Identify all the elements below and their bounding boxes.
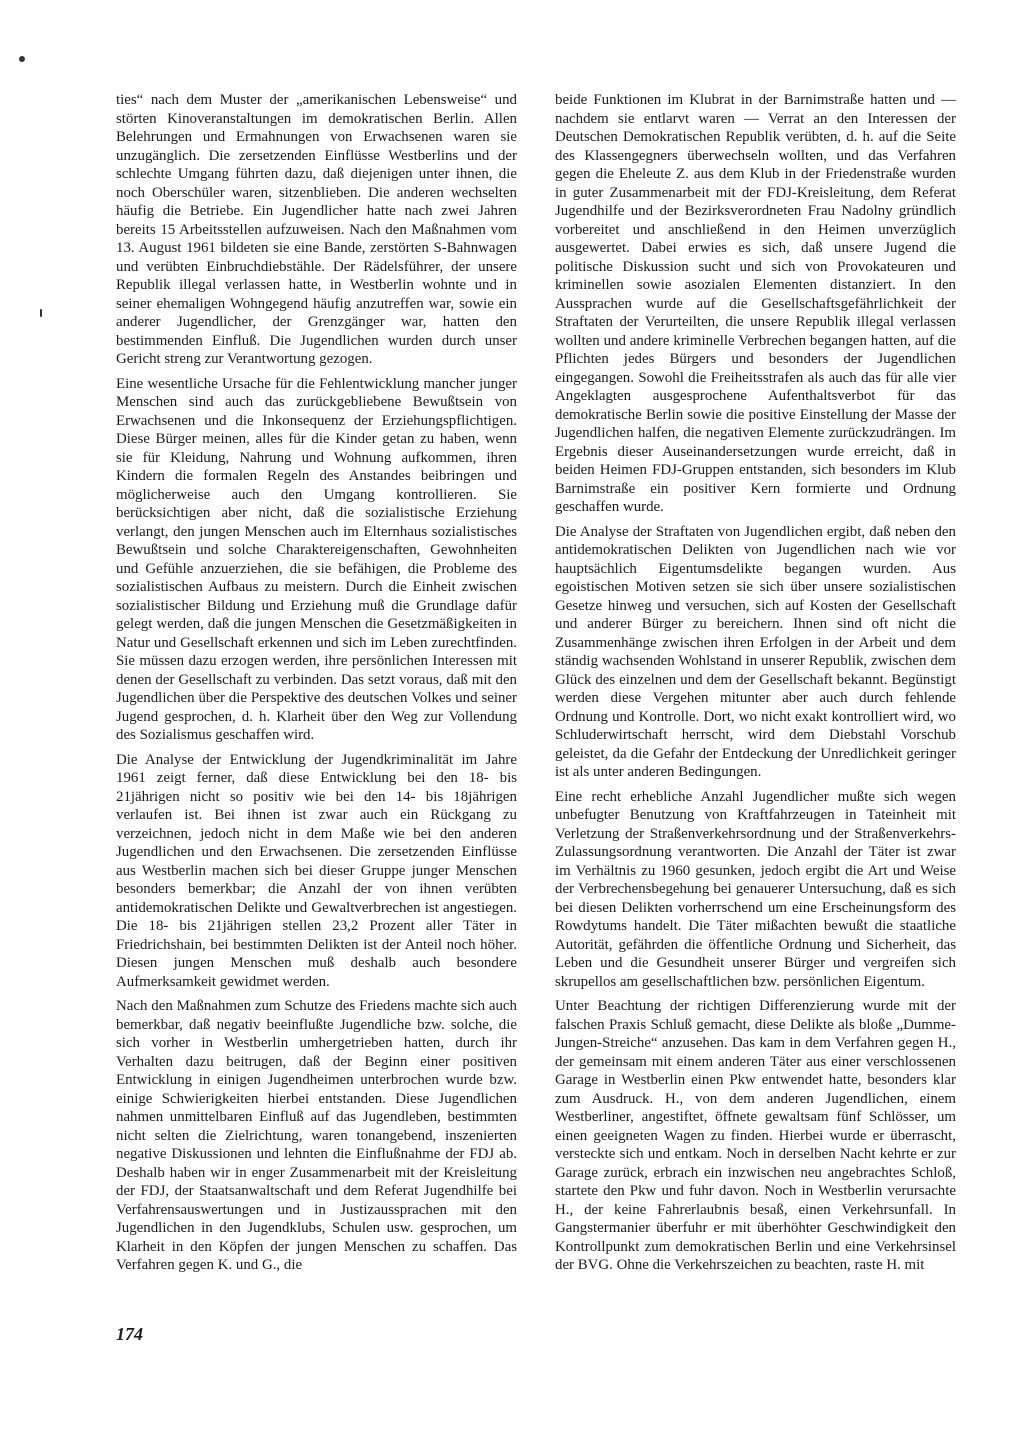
page-number: 174 (116, 1324, 143, 1344)
paragraph: Nach den Maßnahmen zum Schutze des Friedens machte sich auch bemerkbar, daß negativ beeinflußte Jugendliche bzw. solche, die sich vorher in Westberlin umhergetrieben hatten, durch ihr Verhalten dazu beitrugen, daß der Beginn einer positiven Entwicklung in einigen Jugendheimen unterbrochen wurde bzw. einige Schwierigkeiten hierbei entstanden. Diese Jugendlichen nahmen unmittelbaren Einfluß auf das Jugendleben, bestimmten nicht selten die Zielrichtung, waren tonangebend, inszenierten negative Diskussionen und lehnten die Einflußnahme der FDJ ab. Deshalb haben wir in enger Zusammenarbeit mit der Kreisleitung der FDJ, der Staatsanwaltschaft und dem Referat Jugendhilfe bei Verfahrensauswertungen und in Justizaussprachen mit den Jugendlichen in den Jugendklubs, Schulen usw. gesprochen, um Klarheit in den Köpfen der jungen Menschen zu schaffen. Das Verfahren gegen K. und G., die (116, 998, 517, 1273)
paragraph: beide Funktionen im Klubrat in der Barnimstraße hatten und — nachdem sie entlarvt waren — Verrat an den Interessen der Deutschen Demokratischen Republik verübten, d. h. auf die Seite des Klassengegners überwechseln wollten, und das Verfahren gegen die Eheleute Z. aus dem Klub in der Friedenstraße wurden in guter Zusammenarbeit mit der FDJ-Kreisleitung, dem Referat Jugendhilfe und der Bezirksverordneten Frau Nadolny gründlich vorbereitet und anschließend in den Heimen unverzüglich ausgewertet. Dabei erwies es sich, daß unsere Jugend die politische Diskussion sucht und sich von Provokateuren und kriminellen sowie asozialen Elementen distanziert. In den Aussprachen wurde auf die Gesellschaftsgefährlichkeit der Straftaten der Verurteilten, die unsere Republik illegal verlassen wollten und andere kriminelle Verbrechen begangen hatten, auf die Pflichten jedes Bürgers und besonders der Jugendlichen eingegangen. Sowohl die Freiheitsstrafen als auch das für alle vier Angeklagten ausgesprochene Aufenthaltsverbot für das demokratische Berlin sowie die positive Einstellung der Masse der Jugendlichen halfen, die negativen Elemente zurückzudrängen. Im Ergebnis dieser Auseinandersetzungen wurde erreicht, daß in beiden Heimen FDJ-Gruppen entstanden, sich besonders im Klub Barnimstraße ein positiver Kern formierte und Ordnung geschaffen wurde. (555, 92, 956, 515)
paragraph: Eine recht erhebliche Anzahl Jugendlicher mußte sich wegen unbefugter Benutzung von Kraftfahrzeugen in Tateinheit mit Verletzung der Straßenverkehrsordnung und der Straßenverkehrs-Zulassungsordnung verantworten. Die Anzahl der Täter ist zwar im Verhältnis zu 1960 gesunken, jedoch ergibt die Art und Weise der Verbrechensbegehung bei genauerer Untersuchung, daß es sich bei diesen Delikten vorherrschend um eine Erscheinungsform des Rowdytums handelt. Die Täter mißachten bewußt die staatliche Autorität, gefährden die öffentliche Ordnung und Sicherheit, das Leben und die Gesundheit unserer Bürger und vergreifen sich skrupellos am gesellschaftlichen bzw. persönlichen Eigentum. (555, 788, 956, 990)
left-column (116, 91, 517, 1281)
paragraph: ties“ nach dem Muster der „amerikanischen Lebensweise“ und störten Kinoveranstaltungen im demokratischen Berlin. Allen Belehrungen und Ermahnungen von Erwachsenen waren sie unzugänglich. Die zersetzenden Einflüsse Westberlins und der schlechte Umgang führten dazu, daß diejenigen unter ihnen, die noch Oberschüler waren, sitzenblieben. Die anderen wechselten häufig die Betriebe. Ein Jugendlicher hatte nach zwei Jahren bereits 15 Arbeitsstellen aufzuweisen. Nach den Maßnahmen vom 13. August 1961 bildeten sie eine Bande, zerstörten S-Bahnwagen und verübten Einbruchdiebstähle. Der Rädelsführer, der unsere Republik illegal verlassen hatte, in Westberlin wohnte und in seiner ehemaligen Wohngegend häufig anzutreffen war, sowie ein anderer Jugendlicher, der Grenzgänger war, hatten den bestimmenden Einfluß. Die Jugendlichen wurden durch unser Gericht streng zur Verantwortung gezogen. (116, 92, 517, 367)
paragraph: Die Analyse der Entwicklung der Jugendkriminalität im Jahre 1961 zeigt ferner, daß diese Entwicklung bei den 18- bis 21jährigen nicht so positiv wie bei den 14- bis 18jährigen verlaufen ist. Bei ihnen ist zwar auch ein Rückgang zu verzeichnen, jedoch nicht in dem Maße wie bei den anderen Jugendlichen und den Erwachsenen. Die zersetzenden Einflüsse aus Westberlin machen sich bei dieser Gruppe junger Menschen besonders bemerkbar; die Anzahl der von ihnen verübten antidemokratischen Delikte und Gewaltverbrechen ist angestiegen. Die 18- bis 21jährigen stellen 23,2 Prozent aller Täter in Friedrichshain, bei bestimmten Delikten ist der Anteil noch höher. Diesen jungen Menschen muß deshalb auch besondere Aufmerksamkeit gewidmet werden. (116, 751, 517, 990)
paragraph: Unter Beachtung der richtigen Differenzierung wurde mit der falschen Praxis Schluß gemacht, diese Delikte als bloße „Dumme-Jungen-Streiche“ anzusehen. Das kam in dem Verfahren gegen H., der gemeinsam mit einem anderen Täter aus einer verschlossenen Garage in Westberlin einen Pkw entwendet hatte, besonders klar zum Ausdruck. H., von dem anderen Jugendlichen, einem Westberliner, angestiftet, öffnete gewaltsam fünf Schlösser, um einen geeigneten Wagen zu finden. Hierbei wurde er überrascht, versteckte sich und entkam. Noch in derselben Nacht kehrte er zur Garage zurück, erbrach ein inzwischen neu angebrachtes Schloß, startete den Pkw und fuhr davon. Noch in Westberlin verursachte H., der keine Fahrerlaubnis besaß, einen Verkehrsunfall. In Gangstermanier überfuhr er mit überhöhter Geschwindigkeit den Kontrollpunkt zum demokratischen Berlin und eine Verkehrsinsel der BVG. Ohne die Verkehrszeichen zu beachten, raste H. mit (555, 998, 956, 1273)
right-column (555, 91, 956, 1281)
scan-speck (19, 56, 25, 62)
scan-speck (40, 309, 42, 317)
paragraph: Eine wesentliche Ursache für die Fehlentwicklung mancher junger Menschen sind auch das zurückgebliebene Bewußtsein von Erwachsenen und die Inkonsequenz der Erziehungspflichtigen. Diese Bürger meinen, alles für die Kinder getan zu haben, wenn sie für Kleidung, Nahrung und Wohnung aufkommen, ihren Kindern die formalen Regeln des Anstandes beibringen und möglicherweise auch den Umgang kontrollieren. Sie berücksichtigen aber nicht, daß die sozialistische Erziehung verlangt, den jungen Menschen auch im Elternhaus sozialistisches Bewußtsein und solche Charaktereigenschaften, Gewohnheiten und Gefühle anzuerziehen, die sie befähigen, die Probleme des sozialistischen Aufbaus zu meistern. Durch die Einheit zwischen sozialistischer Bildung und Erziehung muß die Grundlage dafür gelegt werden, daß die jungen Menschen die Gesetzmäßigkeiten in Natur und Gesellschaft erkennen und sich im Leben zurechtfinden. Sie müssen dazu erzogen werden, ihre persönlichen Interessen mit denen der Gesellschaft zu verbinden. Das setzt voraus, daß mit den Jugendlichen über die Perspektive des deutschen Volkes und seiner Jugend gesprochen, d. h. Klarheit über den Weg zur Vollendung des Sozialismus geschaffen wird. (116, 375, 517, 743)
paragraph: Die Analyse der Straftaten von Jugendlichen ergibt, daß neben den antidemokratischen Delikten von Jugendlichen nach wie vor hauptsächlich Eigentumsdelikte begangen wurden. Aus egoistischen Motiven setzen sie sich über unsere sozialistischen Gesetze hinweg und versuchen, sich auf Kosten der Gesellschaft und anderer Bürger zu bereichern. Ihnen sind oft nicht die Zusammenhänge zwischen ihren Erfolgen in der Arbeit und dem ständig wachsenden Wohlstand in unserer Republik, zwischen dem Glück des einzelnen und dem der Gesellschaft bekannt. Begünstigt werden diese Vergehen mitunter aber auch durch fehlende Ordnung und Kontrolle. Dort, wo nicht exakt kontrolliert wird, wo Schluderwirtschaft herrscht, wird dem Diebstahl Vorschub geleistet, da die Gefahr der Entdeckung der Unredlichkeit geringer ist als unter anderen Bedingungen. (555, 523, 956, 780)
